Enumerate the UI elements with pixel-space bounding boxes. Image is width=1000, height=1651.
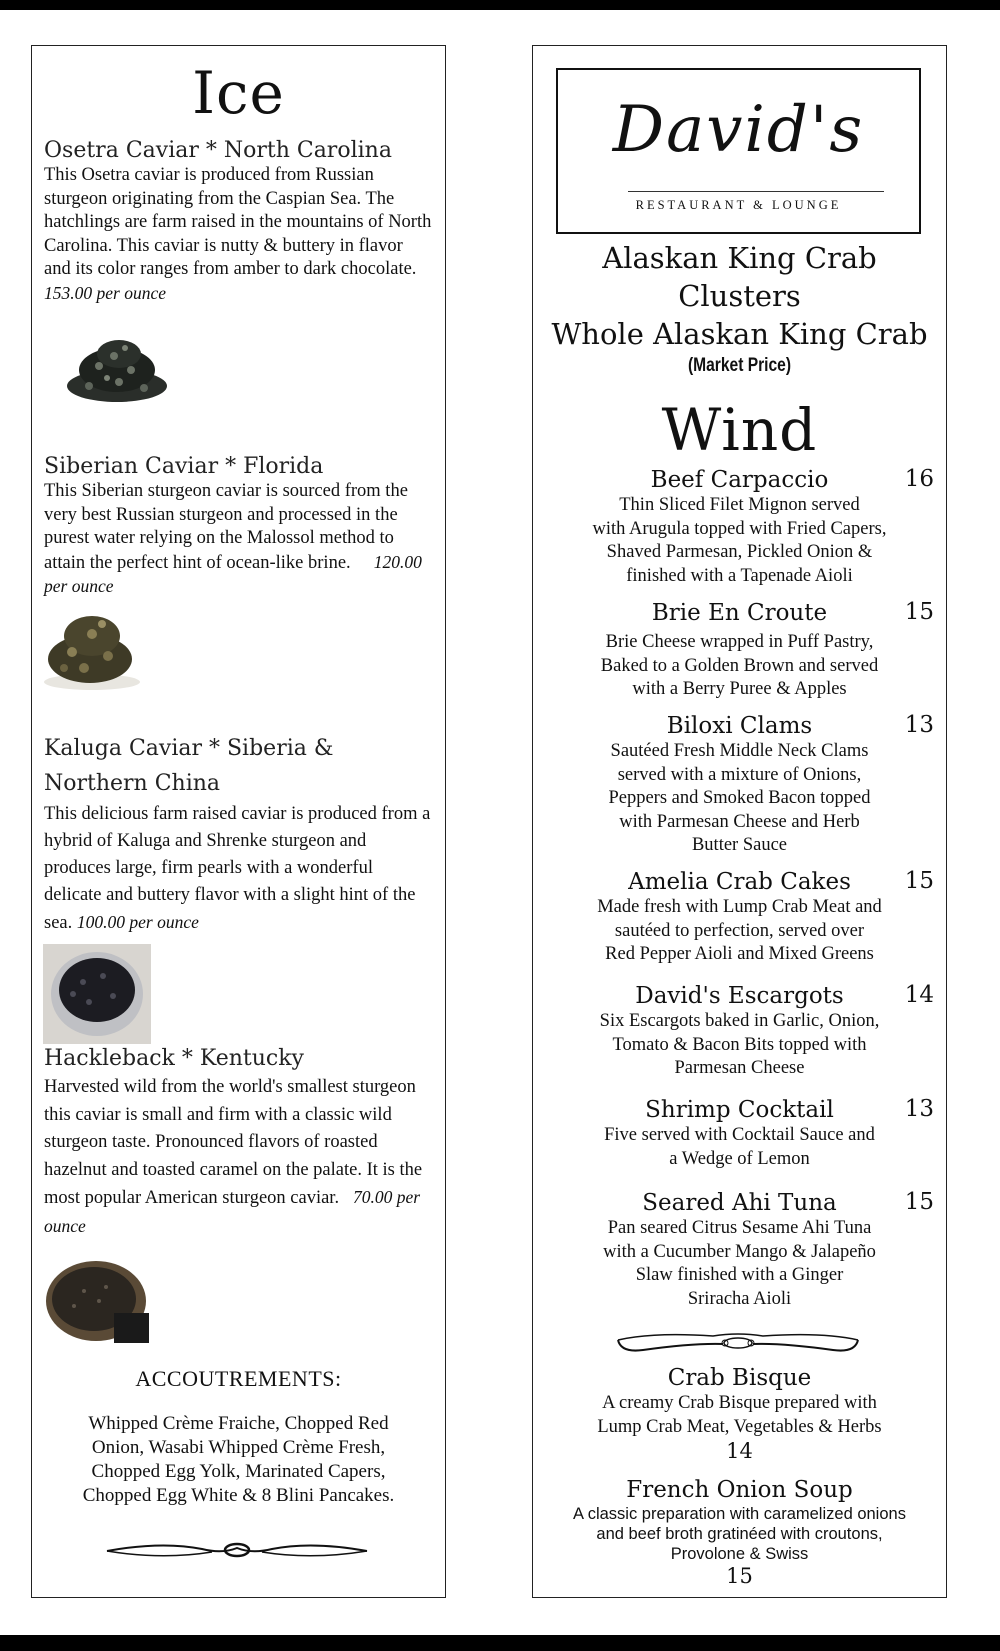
menu-item xyxy=(543,982,936,1081)
caviar-photo xyxy=(59,326,169,406)
caviar-price: 100.00 per ounce xyxy=(76,912,199,932)
soup-name: Crab Bisque xyxy=(667,1365,812,1391)
menu-item-name: Shrimp Cocktail xyxy=(645,1097,834,1123)
caviar-name: Siberian Caviar * Florida xyxy=(44,454,324,479)
flourish-divider-icon xyxy=(102,1536,372,1566)
caviar-tin-icon xyxy=(44,1261,149,1343)
menu-item-price: 13 xyxy=(904,712,934,738)
flourish-divider-icon xyxy=(613,1328,863,1358)
caviar-item xyxy=(44,454,433,694)
caviar-photo xyxy=(43,944,151,1044)
menu-item-price: 14 xyxy=(904,982,934,1008)
menu-item-price: 16 xyxy=(904,466,934,492)
soup-item xyxy=(537,1476,942,1588)
menu-item-price: 15 xyxy=(904,599,934,625)
restaurant-logo xyxy=(556,68,921,234)
soup-price: 14 xyxy=(726,1439,753,1463)
menu-item xyxy=(543,599,936,702)
caviar-price: 120.00 per ounce xyxy=(44,551,422,597)
market-price-label: (Market Price) xyxy=(687,355,792,376)
menu-item-name: Amelia Crab Cakes xyxy=(628,869,851,895)
logo-name: David's xyxy=(612,93,865,167)
menu-item xyxy=(543,712,936,858)
caviar-price: 153.00 per ounce xyxy=(44,282,166,303)
menu-item-description: Made fresh with Lump Crab Meat and sautéed to perfection, served over Red Pepper Aioli and Mixed Greens xyxy=(597,897,882,964)
caviar-photo xyxy=(44,1261,149,1343)
caviar-bowl-icon xyxy=(43,944,151,1044)
menu-item-description: Brie Cheese wrapped in Puff Pastry, Baked to a Golden Brown and served with a Berry Puree & Apples xyxy=(600,632,879,699)
soup-name: French Onion Soup xyxy=(626,1477,853,1503)
accoutrements xyxy=(44,1366,433,1508)
menu-item-name: Beef Carpaccio xyxy=(650,467,829,493)
caviar-description: This Osetra caviar is produced from Russian sturgeon originating from the Caspian Sea. The hatchlings are farm raised in the mountains of North Carolina. This caviar is nutty & buttery in flavor and its color ranges from amber to dark chocolate. xyxy=(44,165,432,280)
crab-line: Alaskan King Crab xyxy=(602,241,877,275)
caviar-pearls-icon xyxy=(44,616,140,690)
caviar-name: Kaluga Caviar * Siberia & Northern China xyxy=(44,736,334,796)
accoutrements-list: Whipped Crème Fraiche, Chopped Red Onion, Wasabi Whipped Crème Fresh, Chopped Egg Yolk, Marinated Capers, Chopped Egg White & 8 Blini Pancakes. xyxy=(82,1413,395,1506)
caviar-item xyxy=(44,731,433,1044)
caviar-pearls-icon xyxy=(67,340,167,402)
crab-line: Whole Alaskan King Crab xyxy=(551,317,928,351)
king-crab-section xyxy=(533,239,946,377)
menu-item xyxy=(543,1189,936,1311)
caviar-price: 70.00 per ounce xyxy=(44,1187,421,1236)
accoutrements-title: ACCOUTREMENTS: xyxy=(135,1366,342,1391)
menu-item-name: Biloxi Clams xyxy=(666,713,813,739)
menu-item-description: Sautéed Fresh Middle Neck Clams served with a mixture of Onions, Peppers and Smoked Bacon topped with Parmesan Cheese and Herb Butter Sauce xyxy=(608,741,871,855)
menu-item-name: David's Escargots xyxy=(635,983,844,1009)
menu-item-name: Brie En Croute xyxy=(651,600,828,626)
appetizer-panel xyxy=(532,45,947,1598)
menu-item-description: Pan seared Citrus Sesame Ahi Tuna with a Cucumber Mango & Jalapeño Slaw finished with a Ginger Sriracha Aioli xyxy=(603,1218,876,1309)
soup-description: A creamy Crab Bisque prepared with Lump Crab Meat, Vegetables & Herbs xyxy=(597,1393,882,1437)
section-title-ice: Ice xyxy=(192,59,285,127)
caviar-description: This Siberian sturgeon caviar is sourced from the very best Russian sturgeon and processed in the purest water relying on the Malossol method to attain the perfect hint of ocean-like brine. xyxy=(44,481,408,573)
logo-rule xyxy=(628,191,884,192)
caviar-item xyxy=(44,1044,433,1343)
caviar-panel xyxy=(31,45,446,1598)
menu-item-name: Seared Ahi Tuna xyxy=(642,1190,837,1216)
menu-item-description: Five served with Cocktail Sauce and a Wedge of Lemon xyxy=(604,1125,875,1169)
caviar-name: Hackleback * Kentucky xyxy=(44,1046,304,1071)
menu-item-price: 15 xyxy=(904,1189,934,1215)
soup-description: A classic preparation with caramelized onions and beef broth gratinéed with croutons, Provolone & Swiss xyxy=(573,1505,906,1563)
crab-line: Clusters xyxy=(678,279,801,313)
menu-item xyxy=(543,1096,936,1171)
menu-page xyxy=(0,10,1000,1635)
caviar-item xyxy=(44,138,433,406)
section-title-wind: Wind xyxy=(661,396,818,464)
caviar-photo xyxy=(42,604,142,694)
logo-subtitle: RESTAURANT & LOUNGE xyxy=(635,198,842,212)
menu-item-price: 15 xyxy=(904,868,934,894)
menu-item-price: 13 xyxy=(904,1096,934,1122)
soup-price: 15 xyxy=(726,1564,753,1588)
menu-item xyxy=(543,868,936,967)
menu-item-description: Thin Sliced Filet Mignon served with Arugula topped with Fried Capers, Shaved Parmesan, Pickled Onion & finished with a Tapenade Aioli xyxy=(592,495,887,586)
caviar-name: Osetra Caviar * North Carolina xyxy=(44,138,392,163)
menu-item-description: Six Escargots baked in Garlic, Onion, Tomato & Bacon Bits topped with Parmesan Cheese xyxy=(599,1011,880,1078)
soup-item xyxy=(543,1364,936,1463)
caviar-description: Harvested wild from the world's smallest sturgeon this caviar is small and firm with a classic wild sturgeon taste. Pronounced flavors of roasted hazelnut and toasted caramel on the palate. It is the most popular American sturgeon caviar. xyxy=(44,1077,423,1208)
menu-item xyxy=(543,466,936,588)
caviar-description: This delicious farm raised caviar is produced from a hybrid of Kaluga and Shrenke sturgeon and produces large, firm pearls with a wonderful delicate and buttery flavor with a slight hint of the sea. xyxy=(44,804,431,933)
